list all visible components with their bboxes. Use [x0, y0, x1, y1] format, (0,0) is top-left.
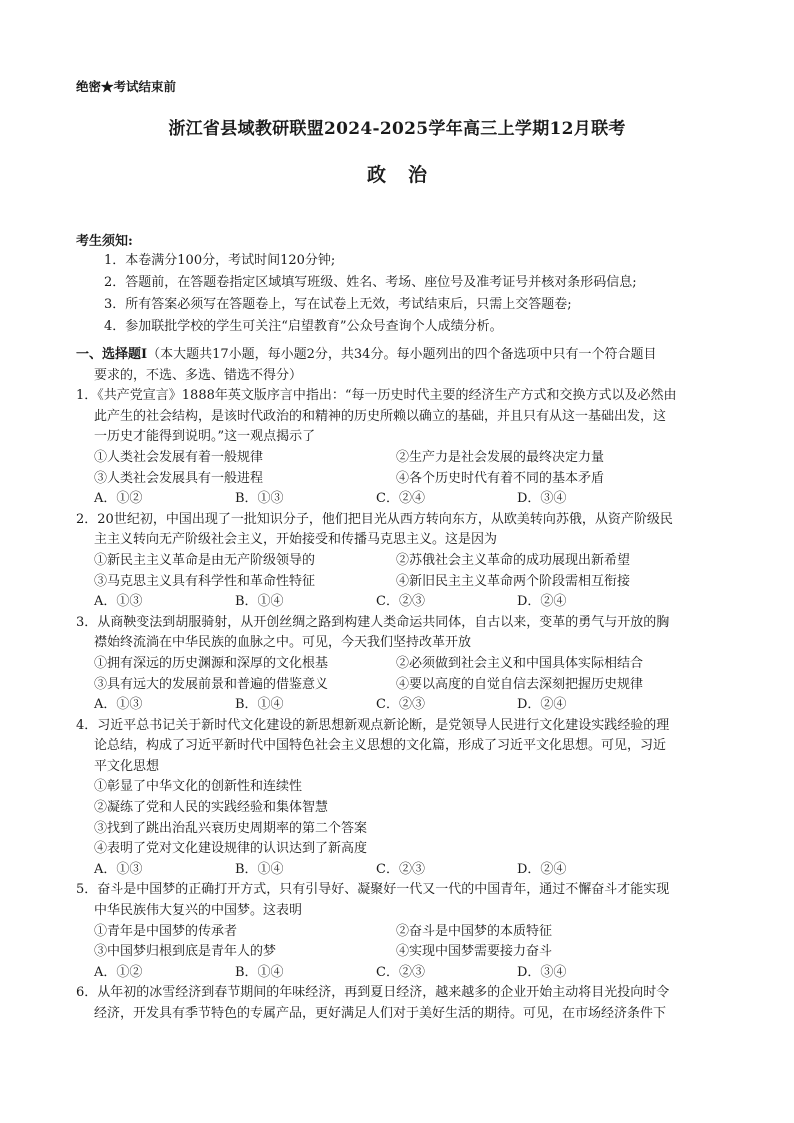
section-desc-cont: 要求的，不选、多选、错选不得分） — [94, 367, 303, 383]
statement: ④要以高度的自觉自信去深刻把握历史规律 — [396, 676, 644, 692]
question-list — [76, 386, 722, 1024]
statement-row — [76, 469, 722, 490]
statement: ①青年是中国梦的传承者 — [94, 923, 238, 939]
question-stem-line: 平文化思想 — [94, 758, 160, 774]
statement: ②苏俄社会主义革命的成功展现出新希望 — [396, 552, 631, 568]
answer-choice[interactable]: D．③④ — [517, 491, 567, 507]
answer-choice[interactable]: B．①④ — [235, 697, 284, 713]
answer-choice[interactable]: B．①④ — [235, 594, 284, 610]
statement-row — [76, 654, 722, 675]
answer-choice[interactable]: A．①② — [94, 491, 143, 507]
statement-row — [76, 572, 722, 593]
notice-item: 4．参加联批学校的学生可关注“启望教育”公众号查询个人成绩分析。 — [104, 319, 503, 334]
section-label: 一、选择题Ⅰ — [76, 347, 148, 362]
question-stem-line: 此产生的社会结构，是该时代政治的和精神的历史所赖以确立的基础，并且只有从这一基础出发，这 — [94, 408, 667, 424]
answer-choice[interactable]: C．②③ — [376, 964, 425, 980]
statement-row — [76, 922, 722, 943]
question-3 — [76, 613, 722, 716]
question-stem-line: 3．从商鞅变法到胡服骑射，从开创丝绸之路到构建人类命运共同体，自古以来，变革的勇气与开放的胸 — [76, 614, 670, 630]
statement: ①彰显了中华文化的创新性和连续性 — [94, 779, 303, 795]
statement: ③中国梦归根到底是青年人的梦 — [94, 944, 277, 960]
question-2 — [76, 510, 722, 613]
statement: ①拥有深远的历史渊源和深厚的文化根基 — [94, 655, 329, 671]
answer-choice[interactable]: A．①③ — [94, 861, 143, 877]
statement: ②必须做到社会主义和中国具体实际相结合 — [396, 655, 644, 671]
question-stem-line: 6．从年初的冰雪经济到春节期间的年味经济，再到夏日经济，越来越多的企业开始主动将目光投向时令 — [76, 985, 670, 1001]
question-6 — [76, 983, 722, 1024]
statement: ②奋斗是中国梦的本质特征 — [396, 923, 553, 939]
answer-choice[interactable]: A．①③ — [94, 697, 143, 713]
answer-choice[interactable]: D．②④ — [517, 861, 567, 877]
statement: ②凝练了党和人民的实践经验和集体智慧 — [94, 800, 329, 816]
answer-choice[interactable]: C．②③ — [376, 861, 425, 877]
question-stem-line: 5．奋斗是中国梦的正确打开方式，只有引导好、凝聚好一代又一代的中国青年，通过不懈奋斗才能实现 — [76, 882, 670, 898]
questions-section — [76, 345, 722, 1025]
statement: ③找到了跳出治乱兴衰历史周期率的第二个答案 — [94, 820, 368, 836]
answer-choice[interactable]: C．②③ — [376, 697, 425, 713]
answer-choice[interactable]: C．②③ — [376, 594, 425, 610]
question-4 — [76, 716, 722, 881]
question-5 — [76, 880, 722, 983]
notice-heading: 考生须知: — [76, 234, 133, 249]
subject-title: 政治 — [366, 164, 449, 186]
answer-choice[interactable]: D．②④ — [517, 594, 567, 610]
question-stem-line: 主主义转向无产阶级社会主义，开始接受和传播马克思主义。这是因为 — [94, 532, 498, 548]
statement-row — [76, 448, 722, 469]
answer-choice[interactable]: C．②④ — [376, 491, 425, 507]
question-stem-line: 一历史才能得到说明。”这一观点揭示了 — [94, 429, 316, 445]
statement-row — [76, 551, 722, 572]
notice-item: 2．答题前，在答题卷指定区域填写班级、姓名、考场、座位号及准考证号并核对条形码信息; — [104, 275, 637, 290]
question-stem-line: 4．习近平总书记关于新时代文化建设的新思想新观点新论断，是党领导人民进行文化建设实践经验的理 — [76, 717, 670, 733]
answer-choice[interactable]: B．①③ — [235, 491, 284, 507]
statement-row — [76, 942, 722, 963]
choice-row — [76, 489, 722, 510]
answer-choice[interactable]: A．①③ — [94, 594, 143, 610]
section-header — [76, 345, 722, 366]
statement: ①人类社会发展有着一般规律 — [94, 449, 264, 465]
choice-row — [76, 592, 722, 613]
statement: ④新旧民主主义革命两个阶段需相互衔接 — [396, 573, 631, 589]
statement: ③马克思主义具有科学性和革命性特征 — [94, 573, 316, 589]
statement: ②生产力是社会发展的最终决定力量 — [396, 449, 605, 465]
question-stem-line: 论总结，构成了习近平新时代中国特色社会主义思想的文化篇，形成了习近平文化思想。可见，习近 — [94, 738, 667, 754]
statement: ④各个历史时代有着不同的基本矛盾 — [396, 470, 605, 486]
question-stem-line: 1．《共产党宣言》1888年英文版序言中指出：“每一历史时代主要的经济生产方式和交换方式以及必然由 — [76, 388, 677, 404]
question-stem-line: 中华民族伟大复兴的中国梦。这表明 — [94, 903, 303, 919]
question-stem-line: 2．20世纪初，中国出现了一批知识分子，他们把目光从西方转向东方，从欧美转向苏俄，从资产阶级民 — [76, 511, 673, 527]
notice-item: 1．本卷满分100分，考试时间120分钟; — [104, 253, 336, 268]
statement-row — [76, 675, 722, 696]
question-stem-line: 襟始终流淌在中华民族的血脉之中。可见，今天我们坚持改革开放 — [94, 635, 472, 651]
notice-item: 3．所有答案必须写在答题卷上，写在试卷上无效，考试结束后，只需上交答题卷; — [104, 297, 572, 312]
choice-row — [76, 695, 722, 716]
answer-choice[interactable]: B．①④ — [235, 861, 284, 877]
secret-mark: 绝密★考试结束前 — [76, 79, 177, 94]
answer-choice[interactable]: B．①④ — [235, 964, 284, 980]
answer-choice[interactable]: D．②④ — [517, 697, 567, 713]
statement: ④实现中国梦需要接力奋斗 — [396, 944, 553, 960]
statement: ③具有远大的发展前景和普遍的借鉴意义 — [94, 676, 329, 692]
statement: ③人类社会发展具有一般进程 — [94, 470, 264, 486]
answer-choice[interactable]: D．③④ — [517, 964, 567, 980]
section-desc: （本大题共17小题，每小题2分，共34分。每小题列出的四个备选项中只有一个符合题目 — [147, 347, 657, 362]
statement: ①新民主主义革命是由无产阶级领导的 — [94, 552, 316, 568]
choice-row — [76, 860, 722, 881]
exam-title: 浙江省县域教研联盟2024-2025学年高三上学期12月联考 — [168, 119, 626, 139]
question-stem-line: 经济，开发具有季节特色的专属产品，更好满足人们对于美好生活的期待。可见，在市场经济条件下 — [94, 1006, 667, 1021]
choice-row — [76, 963, 722, 984]
statement: ④表明了党对文化建设规律的认识达到了新高度 — [94, 841, 368, 857]
notice-list — [104, 250, 637, 338]
answer-choice[interactable]: A．①② — [94, 964, 143, 980]
question-1 — [76, 386, 722, 510]
